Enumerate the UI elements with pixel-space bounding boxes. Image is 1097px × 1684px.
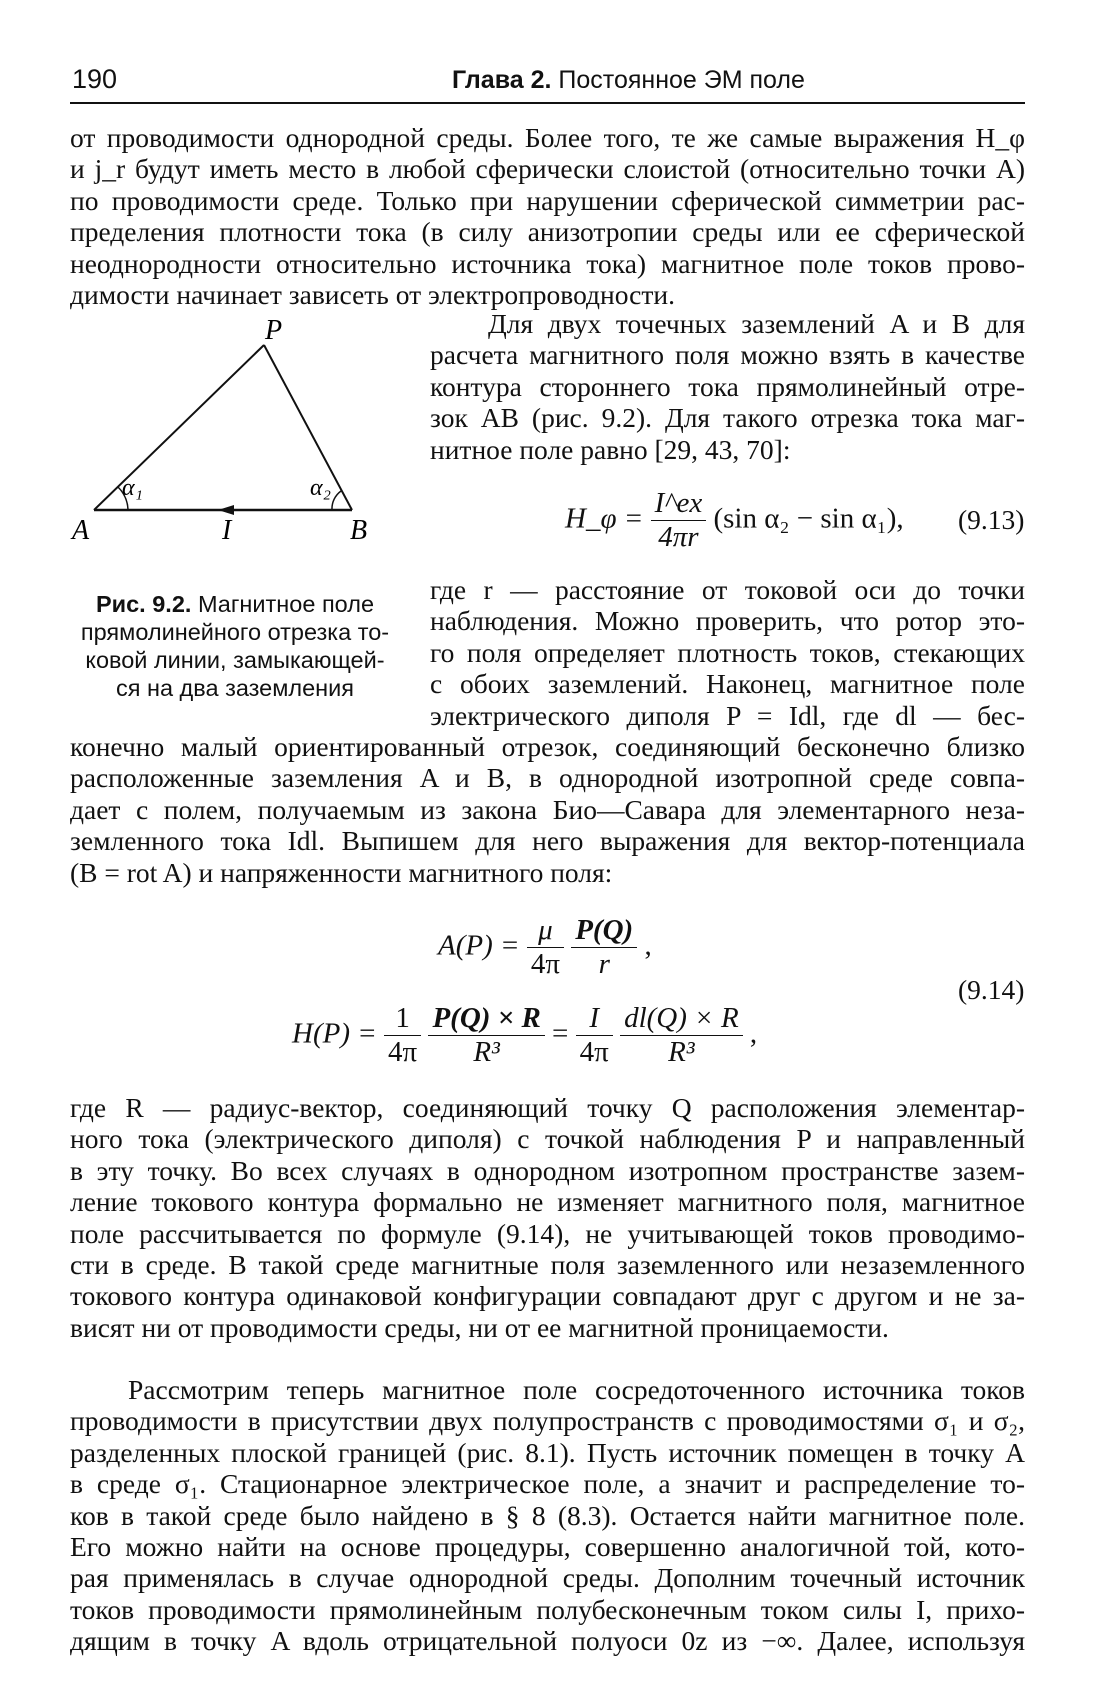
paragraph-4 (70, 1092, 1025, 1343)
text-line: дает с полем, получаемым из закона Био—Савара для элементарного неза- (70, 793, 1025, 825)
eq-numerator: P(Q) (571, 914, 637, 948)
caption-text: ся на два заземления (115, 675, 355, 701)
eq-numerator: I (576, 1002, 613, 1036)
text-line: Его можно найти на основе процедуры, совершенно аналогичной той, кото- (70, 1530, 1025, 1562)
eq-fraction (384, 1002, 421, 1070)
text-line: сти в среде. В такой среде магнитные поля заземленного или незаземленного (70, 1248, 1025, 1280)
eq-numerator: dl(Q) × R (620, 1002, 743, 1036)
eq-denominator: 4π (579, 1036, 609, 1069)
eq-lhs: A(P) = (438, 929, 520, 962)
text-line: расположенные заземления A и B, в однородной изотропной среде совпа- (70, 762, 1025, 794)
page-number: 190 (72, 64, 118, 94)
text-line: токового контура одинаковой конфигурации совпадают друг с другом и не за- (70, 1280, 1025, 1312)
text-line: Для двух точечных заземлений A и B для (488, 308, 1025, 339)
eq-denominator: 4π (388, 1036, 418, 1069)
text-line: где r — расстояние от токовой оси до точки (430, 574, 1025, 605)
equation-number: (9.14) (958, 974, 1025, 1005)
eq-lhs: H_φ = (565, 502, 644, 535)
text-line: контура стороннего тока прямолинейный отре- (430, 370, 1025, 402)
text-line: электрического диполя P = Idl, где dl — бес- (430, 699, 1025, 731)
text-line: наблюдения. Можно проверить, что ротор это- (430, 605, 1025, 637)
eq-fraction (428, 1002, 544, 1070)
eq-fraction (527, 914, 564, 982)
side-pb (264, 345, 352, 510)
equation-number: (9.13) (958, 504, 1025, 535)
text-line: висят ни от проводимости среды, ни от ее магнитной проницаемости. (70, 1311, 889, 1343)
text-line: в эту точку. Во всех случаях в однородном изотропном пространстве зазем- (70, 1154, 1025, 1186)
text-line: по проводимости среде. Только при нарушении сферической симметрии рас- (70, 184, 1025, 216)
text-line: го поля определяет плотность токов, стекающих (430, 636, 1025, 668)
eq-denominator: r (598, 948, 610, 981)
eq-numerator: 1 (384, 1002, 421, 1036)
angle-label-alpha1: α₁ (122, 475, 143, 501)
text-line: ного тока (электрического диполя) с точкой наблюдения P и направленный (70, 1123, 1025, 1155)
text-line: разделенных плоской границей (рис. 8.1). Пусть источник помещен в точку A (70, 1436, 1025, 1468)
text-line: зок AB (рис. 9.2). Для такого отрезка тока маг- (430, 402, 1025, 434)
equation-9-14-line2 (292, 1002, 757, 1070)
text-line: и j_r будут иметь место в любой сферически слоистой (относительно точки A) (70, 153, 1025, 185)
caption-text: прямолинейного отрезка то- (80, 619, 390, 645)
figure-caption (70, 590, 400, 702)
text-line: от проводимости однородной среды. Более того, те же самые выражения H_φ (70, 122, 1025, 153)
text-line: конечно малый ориентированный отрезок, соединяющий бесконечно близко (70, 731, 1025, 762)
eq-denominator: R³ (473, 1036, 500, 1069)
side-ap (94, 345, 264, 510)
text-line: в среде σ₁. Стационарное электрическое поле, а значит и распределение то- (70, 1468, 1025, 1500)
chapter-heading (452, 66, 805, 95)
eq-comma: , (644, 929, 652, 962)
eq-numerator: P(Q) × R (428, 1002, 544, 1036)
text-line: земленного тока Idl. Выпишем для него выражения для вектор-потенциала (70, 825, 1025, 857)
vertex-label-b: B (350, 515, 368, 546)
running-header (70, 60, 1025, 104)
paragraph-1 (70, 122, 1025, 310)
eq-fraction (576, 1002, 613, 1070)
caption-number: Рис. 9.2. (95, 591, 192, 617)
eq-numerator: I^ex (651, 487, 707, 521)
eq-denominator: 4π (530, 948, 560, 981)
eq-rhs: (sin α₂ − sin α₁), (713, 502, 904, 535)
eq-numerator: μ (527, 914, 564, 948)
text-line: проводимости в присутствии двух полупространств с проводимостями σ₁ и σ₂, (70, 1405, 1025, 1437)
chapter-title: Постоянное ЭМ поле (558, 66, 805, 94)
eq-fraction (620, 1002, 743, 1070)
text-line: нитное поле равно [29, 43, 70]: (430, 433, 791, 465)
text-line: ление токового контура формально не изменяет магнитного поля, магнитное (70, 1186, 1025, 1218)
text-line: (B = rot A) и напряженности магнитного поля: (70, 856, 613, 888)
vertex-label-p: P (265, 315, 283, 346)
paragraph-3-right (430, 574, 1025, 731)
text-line: токов проводимости прямолинейным полубесконечным током силы I, прихо- (70, 1593, 1025, 1625)
text-line: пределения плотности тока (в силу анизотропии среды или ее сферической (70, 216, 1025, 248)
current-label: I (222, 515, 232, 546)
text-line: где R — радиус-вектор, соединяющий точку Q расположения элементар- (70, 1092, 1025, 1123)
figure-triangle (70, 315, 400, 583)
chapter-label: Глава 2. (452, 66, 552, 94)
text-line: поле рассчитывается по формуле (9.14), не учитывающей токов проводимо- (70, 1217, 1025, 1249)
eq-fraction (651, 487, 707, 555)
angle-arc-right (332, 491, 341, 510)
vertex-label-a: A (72, 515, 90, 546)
paragraph-3 (70, 731, 1025, 888)
eq-fraction (571, 914, 637, 982)
eq-denominator: 4πr (658, 521, 699, 554)
equation-9-13 (565, 487, 904, 555)
caption-text: ковой линии, замыкающей- (85, 647, 385, 673)
text-line: неоднородности относительно источника тока) магнитное поле токов прово- (70, 247, 1025, 279)
eq-lhs: H(P) = (292, 1017, 377, 1050)
eq-equals: = (552, 1017, 569, 1050)
text-line: Рассмотрим теперь магнитное поле сосредоточенного источника токов (128, 1374, 1025, 1405)
eq-denominator: R³ (668, 1036, 695, 1069)
current-arrow-icon (218, 505, 234, 515)
text-line: дящим в точку A вдоль отрицательной полуоси 0z из −∞. Далее, используя (70, 1625, 1025, 1657)
text-line: ков в такой среде было найдено в § 8 (8.3). Остается найти магнитное поле. (70, 1499, 1025, 1531)
caption-text: Магнитное поле (197, 591, 375, 617)
text-line: рая применялась в случае однородной среды. Дополним точечный источник (70, 1562, 1025, 1594)
text-line: с обоих заземлений. Наконец, магнитное поле (430, 668, 1025, 700)
angle-label-alpha2: α₂ (310, 475, 331, 501)
eq-comma: , (749, 1017, 758, 1050)
text-line: расчета магнитного поля можно взять в качестве (430, 339, 1025, 371)
equation-9-14-line1 (438, 914, 652, 982)
paragraph-5 (70, 1374, 1025, 1657)
paragraph-2 (430, 308, 1025, 465)
text-line: димости начинает зависеть от электропроводности. (70, 278, 675, 310)
